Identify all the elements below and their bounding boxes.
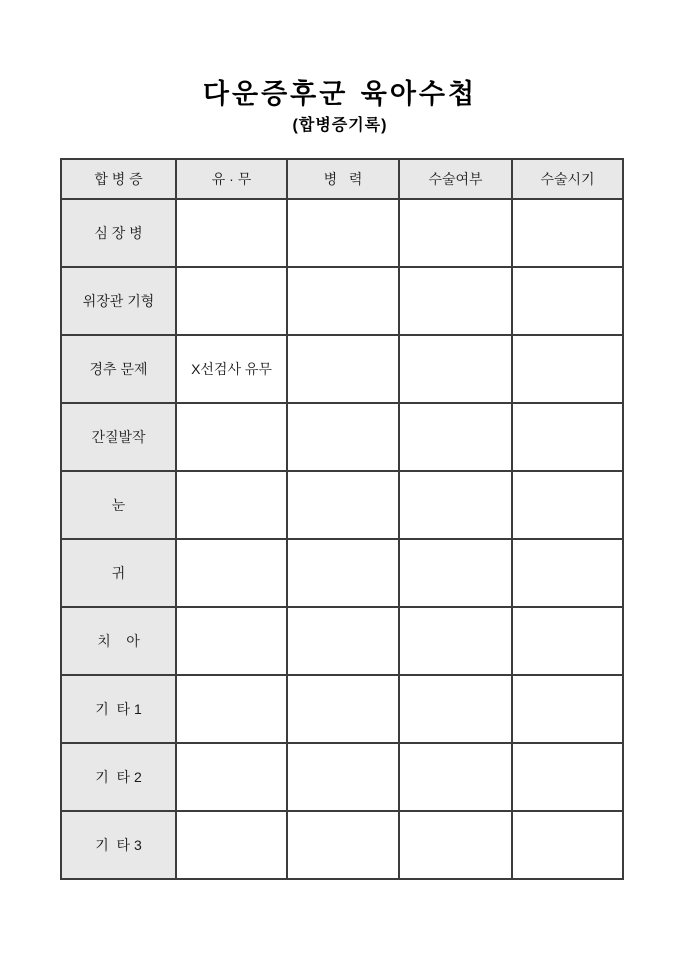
table-cell xyxy=(399,743,512,811)
column-header-complication: 합 병 증 xyxy=(61,159,176,199)
table-cell xyxy=(512,811,623,879)
table-row xyxy=(61,811,623,879)
table-cell xyxy=(399,335,512,403)
page-title: 다운증후군 육아수첩 xyxy=(202,79,478,110)
table-cell xyxy=(399,607,512,675)
table-row xyxy=(61,335,623,403)
table-cell xyxy=(287,267,399,335)
row-label-teeth: 치 아 xyxy=(61,607,176,675)
row-label-eyes: 눈 xyxy=(61,471,176,539)
table-cell xyxy=(399,267,512,335)
table-cell xyxy=(512,743,623,811)
table-row xyxy=(61,267,623,335)
table-cell xyxy=(399,675,512,743)
table-cell xyxy=(512,335,623,403)
table-row xyxy=(61,607,623,675)
table-cell xyxy=(287,403,399,471)
table-cell xyxy=(512,675,623,743)
complication-record-table xyxy=(60,158,624,880)
table-cell xyxy=(512,403,623,471)
table-row xyxy=(61,403,623,471)
header-row xyxy=(61,159,623,199)
table-cell xyxy=(399,539,512,607)
table-cell xyxy=(176,199,287,267)
table-cell xyxy=(176,539,287,607)
row-label-ears: 귀 xyxy=(61,539,176,607)
table-row xyxy=(61,471,623,539)
row-label-other-3: 기 타 3 xyxy=(61,811,176,879)
table-cell xyxy=(399,471,512,539)
column-header-presence: 유 · 무 xyxy=(176,159,287,199)
table-cell xyxy=(176,607,287,675)
page-subtitle: (합병증기록) xyxy=(292,117,388,134)
table-cell xyxy=(287,199,399,267)
table-cell xyxy=(176,267,287,335)
table-row xyxy=(61,743,623,811)
row-label-epileptic-seizure: 간질발작 xyxy=(61,403,176,471)
row-label-heart-disease: 심 장 병 xyxy=(61,199,176,267)
table-cell xyxy=(287,811,399,879)
table-cell xyxy=(176,471,287,539)
table-row xyxy=(61,675,623,743)
table-cell xyxy=(176,743,287,811)
table-cell xyxy=(287,539,399,607)
table-cell xyxy=(399,811,512,879)
table-cell xyxy=(399,403,512,471)
table-row xyxy=(61,539,623,607)
row-label-other-2: 기 타 2 xyxy=(61,743,176,811)
column-header-surgery-timing: 수술시기 xyxy=(512,159,623,199)
table-cell xyxy=(512,199,623,267)
column-header-history: 병 력 xyxy=(287,159,399,199)
row-label-cervical-spine-problem: 경추 문제 xyxy=(61,335,176,403)
table-cell xyxy=(512,471,623,539)
table-cell xyxy=(287,743,399,811)
table-cell xyxy=(287,675,399,743)
table-cell xyxy=(512,539,623,607)
table-cell xyxy=(287,335,399,403)
row-label-gastrointestinal-malformation: 위장관 기형 xyxy=(61,267,176,335)
table-cell xyxy=(176,675,287,743)
table-cell xyxy=(287,607,399,675)
table-cell xyxy=(176,403,287,471)
table-cell-xray-check: X선검사 유무 xyxy=(176,335,287,403)
table-cell xyxy=(399,199,512,267)
column-header-surgery-status: 수술여부 xyxy=(399,159,512,199)
table-cell xyxy=(512,607,623,675)
table-row xyxy=(61,199,623,267)
row-label-other-1: 기 타 1 xyxy=(61,675,176,743)
table-cell xyxy=(176,811,287,879)
table-cell xyxy=(512,267,623,335)
table-cell xyxy=(287,471,399,539)
